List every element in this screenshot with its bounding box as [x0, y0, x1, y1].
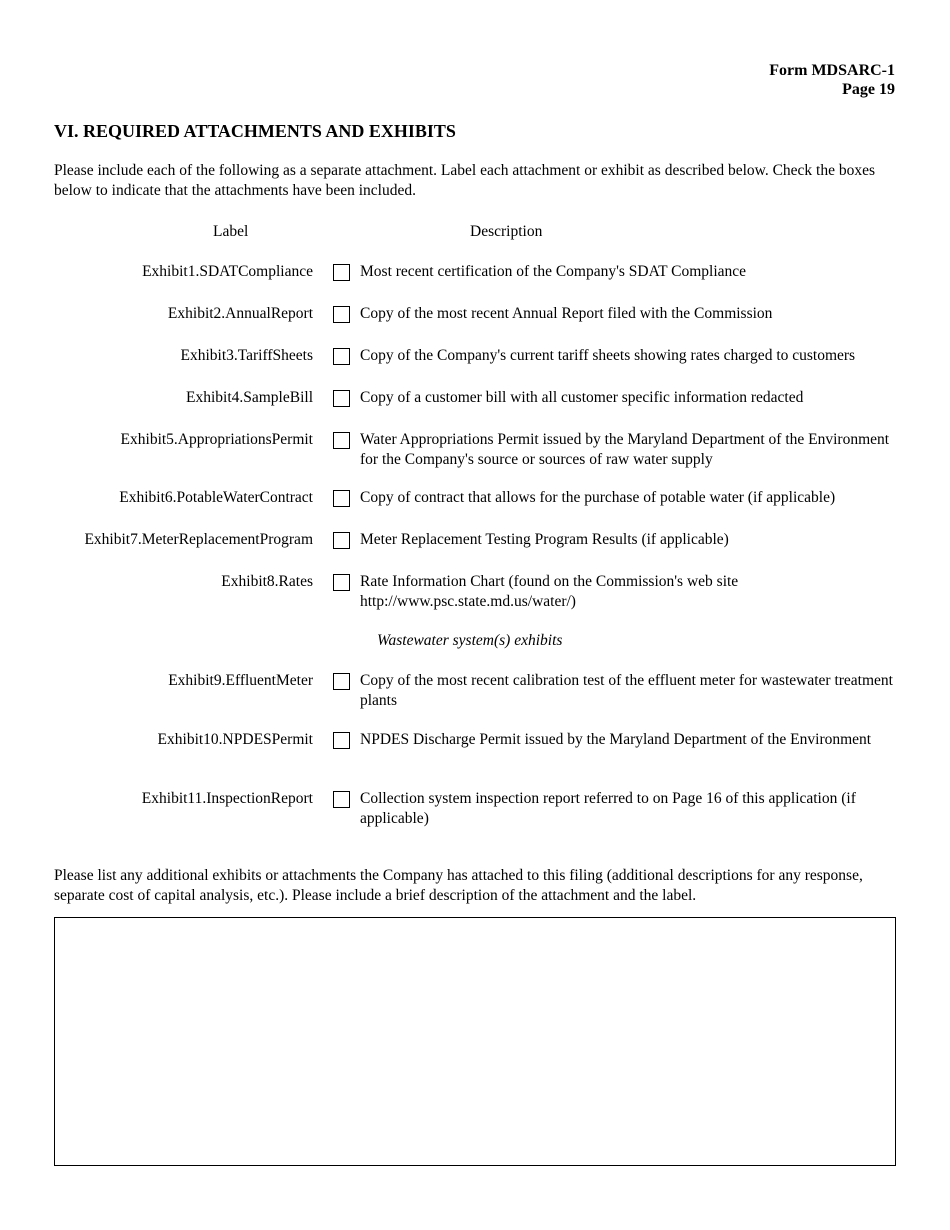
page-number: Page 19: [842, 81, 895, 98]
exhibit-checkbox[interactable]: [333, 390, 350, 407]
exhibit-description: Meter Replacement Testing Program Results (if applicable): [360, 531, 729, 548]
exhibit-description: Collection system inspection report referred to on Page 16 of this application (if applicable): [360, 790, 856, 827]
exhibit-checkbox[interactable]: [333, 490, 350, 507]
intro-text: Please include each of the following as a separate attachment. Label each attachment or exhibit as described below. Check the boxes below to indicate that the attachments have been included.: [54, 162, 876, 199]
exhibit-checkbox[interactable]: [333, 673, 350, 690]
exhibit-description: Water Appropriations Permit issued by the Maryland Department of the Environment for the Company's source or sources of raw water supply: [360, 431, 890, 468]
exhibit-description: Most recent certification of the Company's SDAT Compliance: [360, 263, 747, 280]
exhibit-checkbox[interactable]: [333, 264, 350, 281]
section-title: VI. REQUIRED ATTACHMENTS AND EXHIBITS: [54, 121, 456, 141]
exhibit-label: Exhibit8.Rates: [221, 573, 313, 590]
exhibit-checkbox[interactable]: [333, 432, 350, 449]
exhibit-label: Exhibit10.NPDESPermit: [157, 731, 313, 748]
exhibit-description: Copy of a customer bill with all customer specific information redacted: [360, 389, 804, 406]
exhibit-label: Exhibit9.EffluentMeter: [168, 672, 313, 689]
exhibit-checkbox[interactable]: [333, 732, 350, 749]
exhibit-label: Exhibit7.MeterReplacementProgram: [84, 531, 313, 548]
exhibit-label: Exhibit1.SDATCompliance: [142, 263, 313, 280]
exhibit-checkbox[interactable]: [333, 532, 350, 549]
exhibit-label: Exhibit3.TariffSheets: [180, 347, 313, 364]
additional-exhibits-textbox[interactable]: [54, 917, 896, 1166]
exhibit-checkbox[interactable]: [333, 348, 350, 365]
exhibit-label: Exhibit4.SampleBill: [185, 389, 313, 406]
exhibit-label: Exhibit11.InspectionReport: [141, 790, 313, 807]
wastewater-subheading: Wastewater system(s) exhibits: [377, 632, 563, 649]
exhibit-description: Copy of the most recent calibration test of the effluent meter for wastewater treatment plants: [360, 672, 893, 709]
exhibit-description: NPDES Discharge Permit issued by the Maryland Department of the Environment: [360, 731, 872, 748]
exhibit-label: Exhibit2.AnnualReport: [167, 305, 313, 322]
description-column-header: Description: [470, 223, 543, 240]
exhibit-description: Rate Information Chart (found on the Commission's web site http://www.psc.state.md.us/water/): [360, 573, 739, 610]
exhibit-description: Copy of the most recent Annual Report filed with the Commission: [360, 305, 773, 322]
label-column-header: Label: [213, 223, 249, 240]
exhibit-description: Copy of the Company's current tariff sheets showing rates charged to customers: [360, 347, 856, 364]
form-header: [769, 61, 895, 99]
exhibit-checkbox[interactable]: [333, 791, 350, 808]
form-id: Form MDSARC-1: [769, 62, 895, 79]
exhibit-description: Copy of contract that allows for the purchase of potable water (if applicable): [360, 489, 836, 506]
additional-exhibits-prompt: Please list any additional exhibits or attachments the Company has attached to this filing (additional descriptions for any response, separate cost of capital analysis, etc.). Please include a brief description of the attachment and the label.: [54, 867, 863, 904]
exhibit-checkbox[interactable]: [333, 574, 350, 591]
exhibit-label: Exhibit5.AppropriationsPermit: [120, 431, 313, 448]
exhibit-checkbox[interactable]: [333, 306, 350, 323]
exhibit-label: Exhibit6.PotableWaterContract: [119, 489, 313, 506]
